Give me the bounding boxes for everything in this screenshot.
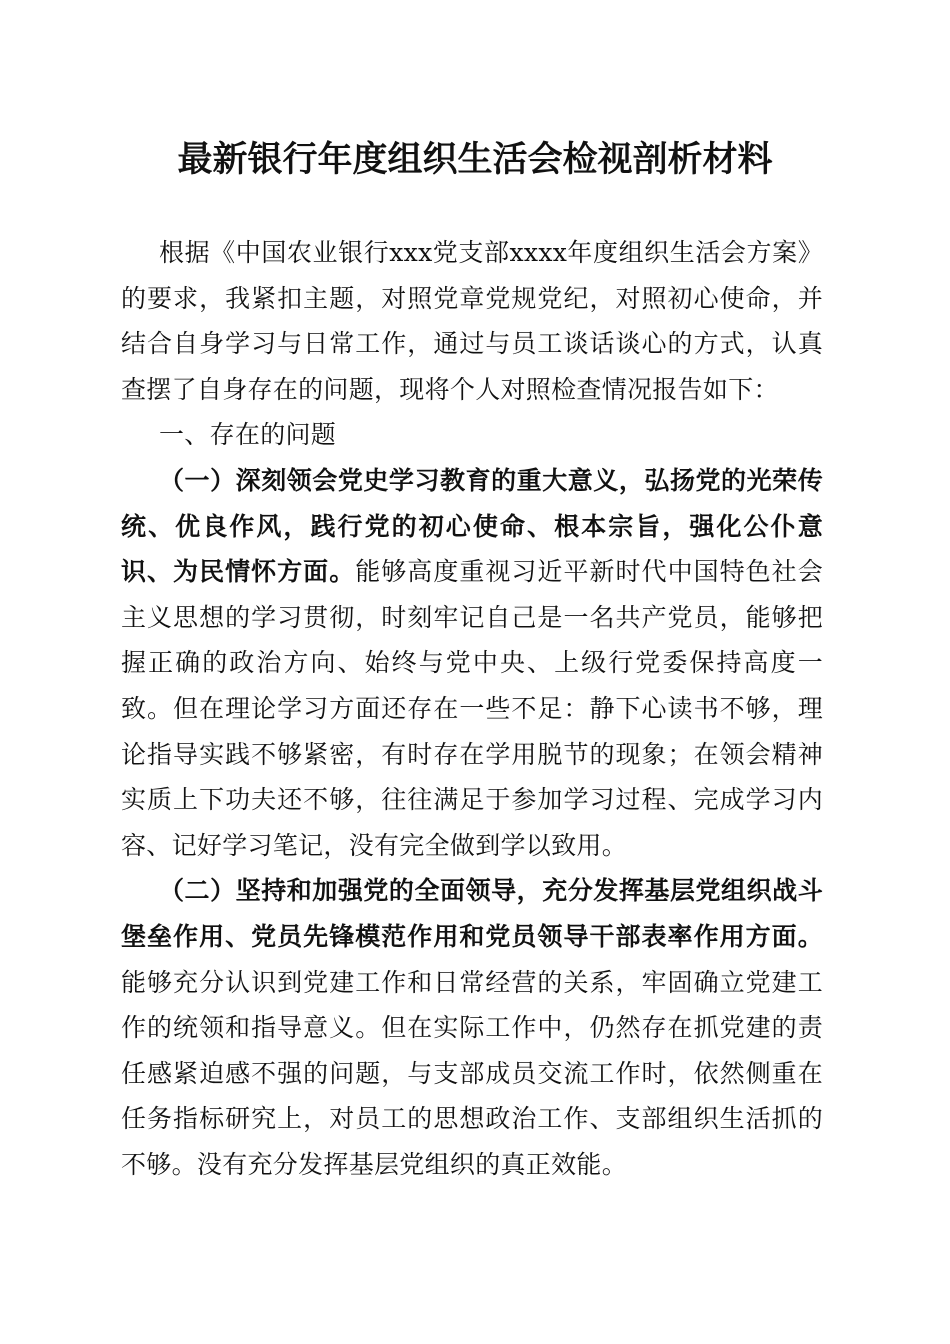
item-one-body: 能够高度重视习近平新时代中国特色社会主义思想的学习贯彻，时刻牢记自己是一名共产党员，能够把握正确的政治方向、始终与党中央、上级行党委保持高度一致。但在理论学习方面还存在一些不足：静下心读书不够，理论指导实践不够紧密，有时存在学用脱节的现象；在领会精神实质上下功夫还不够，往往满足于参加学习过程、完成学习内容、记好学习笔记，没有完全做到学以致用。: [121, 557, 824, 860]
item-two-body: 能够充分认识到党建工作和日常经营的关系，牢固确立党建工作的统领和指导意义。但在实际工作中，仍然存在抓党建的责任感紧迫感不强的问题，与支部成员交流工作时，依然侧重在任务指标研究上，对员工的思想政治工作、支部组织生活抓的不够。没有充分发挥基层党组织的真正效能。: [121, 967, 823, 1179]
document-body: [121, 230, 823, 1187]
document-title: 最新银行年度组织生活会检视剖析材料: [177, 140, 773, 180]
intro-paragraph: 根据《中国农业银行xxx党支部xxxx年度组织生活会方案》的要求，我紧扣主题，对照党章党规党纪，对照初心使命，并结合自身学习与日常工作，通过与员工谈话谈心的方式，认真查摆了自身存在的问题，现将个人对照检查情况报告如下：: [121, 238, 823, 404]
item-two-lead: （二）坚持和加强党的全面领导，充分发挥基层党组织战斗堡垒作用、党员先锋模范作用和党员领导干部表率作用方面。: [121, 876, 823, 951]
item-two-paragraph: [121, 868, 823, 1187]
item-one-lead: （一）深刻领会党史学习教育的重大意义，弘扬党的光荣传统、优良作风，践行党的初心使命、根本宗旨，强化公仆意识、为民情怀方面。: [121, 465, 823, 587]
section-heading-problems: 一、存在的问题: [159, 420, 337, 450]
item-one-paragraph: [121, 458, 823, 868]
